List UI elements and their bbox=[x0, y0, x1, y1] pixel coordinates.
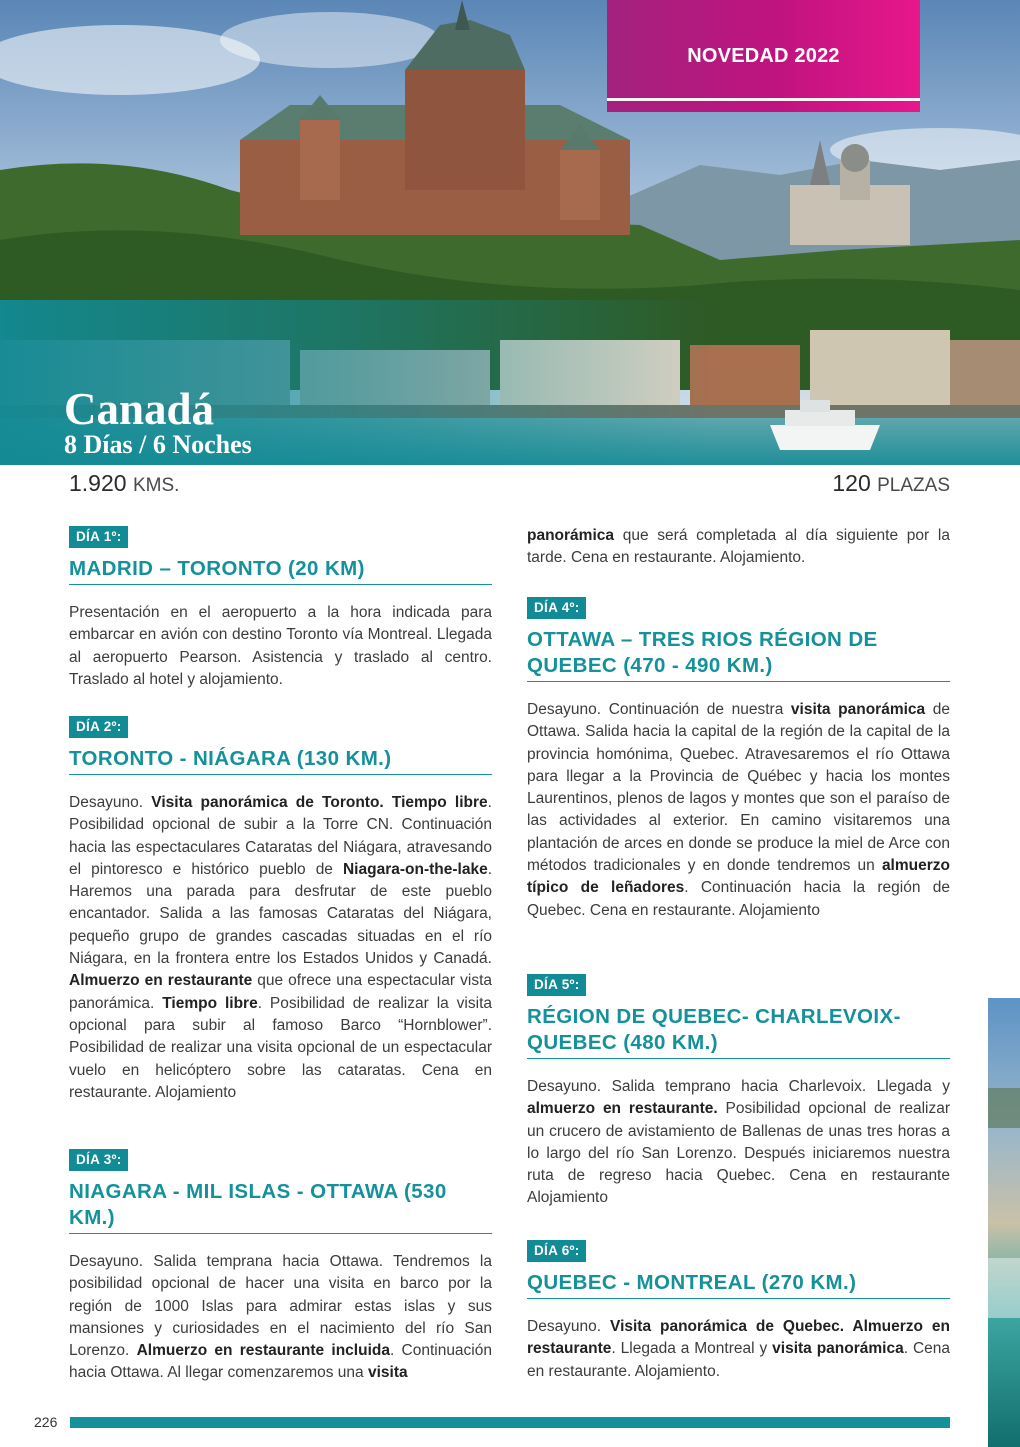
day-description bbox=[527, 699, 950, 922]
duration-subtitle: 8 Días / 6 Noches bbox=[64, 430, 252, 459]
seats-stat bbox=[832, 470, 950, 498]
seats-unit: PLAZAS bbox=[877, 475, 950, 496]
distance-value: 1.920 bbox=[69, 470, 127, 496]
day-title: OTTAWA – TRES RIOS RÉGION DE QUEBEC (470 - 490 KM.) bbox=[527, 627, 950, 682]
highlight-text: almuerzo típico de leñadores bbox=[527, 857, 950, 897]
highlight-text: almuerzo en restaurante. bbox=[527, 1100, 718, 1118]
page-number: 226 bbox=[34, 1414, 58, 1430]
distance-unit: KMS. bbox=[132, 475, 180, 496]
distance-stat bbox=[69, 470, 179, 498]
day-badge: DÍA 6º: bbox=[527, 1240, 586, 1262]
highlight-text: Niagara-on-the-lake bbox=[342, 860, 488, 878]
body-text: de Ottawa. Salida hacia la capital de la región de la capital de la provincia homónima, Quebec. Atravesaremos el río Ottawa para llegar a la Provincia de Québec y hacia los montes Laurentinos, plenos de lagos y montes que son el paraíso de las actividades al exterior. En camino visitaremos una plantación de arces en donde se produce la miel de Arce con métodos tradicionales y en donde tendremos un bbox=[527, 701, 950, 875]
day-title: TORONTO - NIÁGARA (130 KM.) bbox=[69, 746, 492, 775]
day-3-continuation bbox=[527, 525, 950, 570]
body-text: . Llegada a Montreal y bbox=[611, 1340, 773, 1358]
highlight-text: visita panorámica bbox=[772, 1340, 904, 1358]
body-text: . Continuación hacia la región de Quebec. Cena en restaurante. Alojamiento bbox=[527, 879, 950, 919]
day-badge: DÍA 1º: bbox=[69, 526, 128, 548]
novedad-banner bbox=[607, 0, 920, 112]
day-description bbox=[527, 1076, 950, 1210]
body-text: . Cena en restaurante. Alojamiento. bbox=[527, 1340, 950, 1380]
highlight-text: Tiempo libre bbox=[162, 994, 258, 1012]
seats-value: 120 bbox=[832, 470, 871, 496]
novedad-label: NOVEDAD 2022 bbox=[687, 45, 840, 67]
body-text: Desayuno. bbox=[527, 1318, 611, 1335]
day-description bbox=[527, 1316, 950, 1383]
body-text: Desayuno. bbox=[69, 794, 152, 811]
highlight-text: visita bbox=[367, 1364, 408, 1382]
body-text: . Continuación hacia Ottawa. Al llegar comenzaremos una bbox=[69, 1342, 492, 1382]
body-text: Posibilidad opcional de realizar un crucero de avistamiento de Ballenas de unas tres horas a lo largo del río San Lorenzo. Después iniciaremos nuestra ruta de regreso hacia Quebec. Cena en restaurante Alojamiento bbox=[527, 1100, 950, 1207]
body-text: Desayuno. Salida temprano hacia Charlevoix. Llegada y bbox=[527, 1078, 950, 1095]
day-title: RÉGION DE QUEBEC- CHARLEVOIX- QUEBEC (480 KM.) bbox=[527, 1004, 950, 1059]
day-4-block bbox=[527, 597, 950, 922]
day-2-block bbox=[69, 716, 492, 1104]
body-text: que ofrece una espectacular vista panorámica. bbox=[69, 972, 493, 1012]
day-5-block bbox=[527, 974, 950, 1210]
highlight-text: Visita panorámica de Toronto. Tiempo libre bbox=[151, 794, 488, 811]
day-1-block bbox=[69, 526, 492, 691]
highlight-text: Visita panorámica de Quebec. Almuerzo en restaurante bbox=[527, 1318, 950, 1358]
day-description bbox=[69, 1251, 492, 1385]
day-badge: DÍA 2º: bbox=[69, 716, 128, 738]
day-title: NIAGARA - MIL ISLAS - OTTAWA (530 KM.) bbox=[69, 1179, 492, 1234]
body-text: . Haremos una parada para desfrutar de este pueblo encantador. Salida a las famosas Cataratas del Niágara, pequeño grupo de grandes cascadas situadas en el río Niágara, en la frontera entre los Estados Unidos y Canadá. bbox=[69, 860, 492, 968]
highlight-text: Almuerzo en restaurante bbox=[69, 972, 253, 990]
niagara-photo-strip bbox=[988, 998, 1020, 1447]
body-text: que será completada al día siguiente por la tarde. Cena en restaurante. Alojamiento. bbox=[527, 527, 950, 567]
day-badge: DÍA 4º: bbox=[527, 597, 586, 619]
day-title: MADRID – TORONTO (20 KM) bbox=[69, 556, 492, 585]
highlight-text: panorámica bbox=[527, 527, 615, 544]
body-text: Desayuno. Continuación de nuestra bbox=[527, 701, 791, 718]
highlight-text: Almuerzo en restaurante incluida bbox=[136, 1342, 390, 1360]
day-title: QUEBEC - MONTREAL (270 KM.) bbox=[527, 1270, 950, 1299]
day-3-block bbox=[69, 1149, 492, 1385]
body-text: Presentación en el aeropuerto a la hora indicada para embarcar en avión con destino Toronto vía Montreal. Llegada al aeropuerto Pearson. Asistencia y traslado al centro. Traslado al hotel y alojamiento. bbox=[69, 604, 492, 688]
day-description bbox=[69, 602, 492, 691]
day-badge: DÍA 3º: bbox=[69, 1149, 128, 1171]
destination-title: Canadá bbox=[64, 384, 215, 434]
body-text: . Posibilidad de realizar la visita opcional para subir al famoso Barco “Hornblower”. Posibilidad de realizar una visita opcional de un espectacular vuelo en helicóptero sobre las cataratas. Cena en restaurante. Alojamiento bbox=[69, 994, 492, 1101]
day-6-block bbox=[527, 1240, 950, 1383]
highlight-text: visita panorámica bbox=[790, 701, 926, 718]
footer-bar bbox=[70, 1417, 950, 1428]
banner-underline bbox=[607, 98, 920, 101]
hero-image bbox=[0, 0, 1020, 465]
body-text: . Posibilidad opcional de subir a la Torre CN. Continuación hacia las espectaculares Cataratas del Niágara, atravesando el pintoresco e histórico pueblo de bbox=[69, 794, 492, 878]
day-badge: DÍA 5º: bbox=[527, 974, 586, 996]
body-text: Desayuno. Salida temprana hacia Ottawa. Tendremos la posibilidad opcional de hacer una visita en barco por la región de 1000 Islas para admirar estas islas y sus mansiones y curiosidades en el nacimiento del río San Lorenzo. bbox=[69, 1253, 492, 1360]
day-description bbox=[69, 792, 492, 1104]
